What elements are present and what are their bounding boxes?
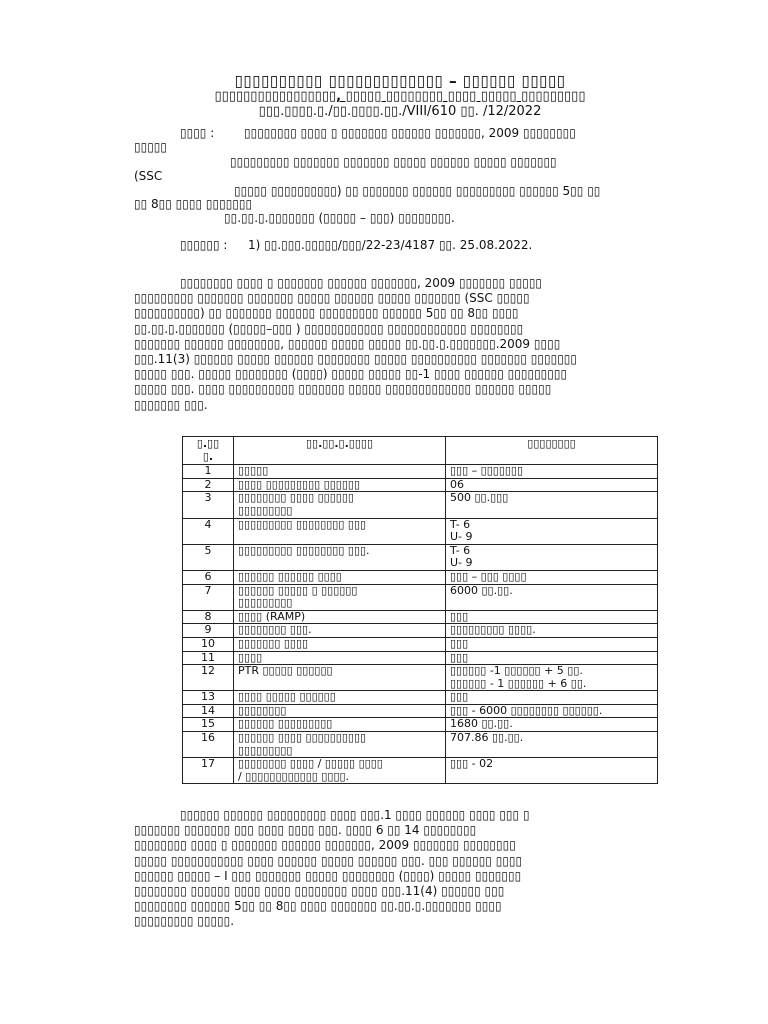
table-cell-details: ▯▯▯▯▯▯ -1 ▯▯▯▯▯▯ + 5 ▯▯. ▯▯▯▯▯▯ - 1 ▯▯▯▯▯▯ + 6 ▯▯. bbox=[446, 665, 658, 691]
paragraph-2-line: ▯▯▯▯▯▯ ▯▯▯▯▯▯ ▯▯▯▯▯▯▯▯▯ ▯▯▯▯ ▯▯▯.1 ▯▯▯▯ ▯▯▯▯▯▯ ▯▯▯▯ ▯▯▯ ▯ bbox=[180, 808, 530, 822]
table-cell-item: ▯▯▯▯ ▯▯▯▯▯▯▯▯▯ ▯▯▯▯▯▯ bbox=[234, 478, 446, 492]
table-cell-serial: 15 bbox=[183, 718, 234, 732]
table-cell-details: ▯▯▯▯▯▯▯▯▯ ▯▯▯▯. bbox=[446, 624, 658, 638]
paragraph-2-line: ▯▯▯▯▯▯▯▯▯ ▯▯▯▯▯. bbox=[134, 914, 235, 929]
table-cell-details: ▯▯▯ - 6000 ▯▯▯▯▯▯▯▯ ▯▯▯▯▯▯. bbox=[446, 704, 658, 718]
table-cell-details: ▯▯▯ – ▯▯▯▯▯▯▯ bbox=[446, 465, 658, 479]
paragraph-1-line: ▯▯▯▯▯ ▯▯▯. ▯▯▯▯▯ ▯▯▯▯▯▯▯▯ (▯▯▯▯) ▯▯▯▯▯ ▯▯▯▯▯ ▯▯-1 ▯▯▯▯ ▯▯▯▯▯▯ ▯▯▯▯▯▯▯▯▯ bbox=[134, 367, 568, 382]
subject-line-1b: ▯▯▯▯▯ bbox=[134, 140, 168, 154]
table-row bbox=[183, 758, 658, 784]
table-cell-item: ▯▯▯▯▯▯▯▯ ▯▯▯▯ / ▯▯▯▯▯ ▯▯▯▯ / ▯▯▯▯▯▯▯▯▯▯▯▯ ▯▯▯▯. bbox=[234, 758, 446, 784]
table-row bbox=[183, 691, 658, 705]
table-cell-item: ▯▯▯▯▯▯▯▯▯ ▯▯▯▯▯▯▯▯ ▯▯▯. bbox=[234, 544, 446, 570]
table-cell-serial: 1 bbox=[183, 465, 234, 479]
table-cell-serial: 17 bbox=[183, 758, 234, 784]
table-cell-details: ▯▯▯ – ▯▯▯ ▯▯▯▯ bbox=[446, 570, 658, 584]
document-title: ▯▯▯▯▯▯▯▯▯▯ ▯▯▯▯▯▯▯▯▯▯▯▯▯ – ▯▯▯▯▯▯ ▯▯▯▯▯ bbox=[234, 72, 566, 90]
table-row bbox=[183, 570, 658, 584]
table-cell-details: T- 6 U- 9 bbox=[446, 518, 658, 544]
paragraph-2-line: ▯▯▯▯▯▯▯▯ ▯▯▯▯ ▯ ▯▯▯▯▯▯▯ ▯▯▯▯▯▯ ▯▯▯▯▯▯▯, 2009 ▯▯▯▯▯▯▯ ▯▯▯▯▯▯▯▯ bbox=[134, 838, 516, 853]
paragraph-1-line: ▯▯.▯▯.▯.▯▯▯▯▯▯▯ (▯▯▯▯▯–▯▯▯ ) ▯▯▯▯▯▯▯▯▯▯▯▯ ▯▯▯▯▯▯▯▯▯▯▯▯ ▯▯▯▯▯▯▯▯ bbox=[134, 321, 524, 336]
table-cell-details: 707.86 ▯▯.▯▯. bbox=[446, 732, 658, 758]
table-cell-serial: 11 bbox=[183, 651, 234, 665]
paragraph-2-line: ▯▯▯▯▯▯▯ ▯▯▯▯▯▯▯ ▯▯▯ ▯▯▯▯ ▯▯▯▯ ▯▯▯. ▯▯▯▯ 6 ▯▯ 14 ▯▯▯▯▯▯▯▯ bbox=[134, 823, 477, 838]
table-cell-details: ▯▯▯ bbox=[446, 651, 658, 665]
table-cell-item: ▯▯▯▯ bbox=[234, 651, 446, 665]
paragraph-1-line: ▯▯▯▯▯ ▯▯▯. ▯▯▯▯ ▯▯▯▯▯▯▯▯▯▯ ▯▯▯▯▯▯▯ ▯▯▯▯▯ ▯▯▯▯▯▯▯▯▯▯▯▯▯ ▯▯▯▯▯▯ ▯▯▯▯▯ bbox=[134, 382, 552, 397]
table-cell-serial: 12 bbox=[183, 665, 234, 691]
table-header-row bbox=[183, 437, 658, 465]
reference-label: ▯▯▯▯▯▯ : bbox=[180, 238, 228, 252]
paragraph-1-line: ▯▯▯▯▯▯▯ ▯▯▯▯▯▯ ▯▯▯▯▯▯▯▯, ▯▯▯▯▯▯ ▯▯▯▯▯ ▯▯▯▯▯ ▯▯.▯▯.▯.▯▯▯▯▯▯▯.2009 ▯▯▯▯ bbox=[134, 336, 561, 351]
table-cell-item: ▯▯▯▯ ▯▯▯▯▯ ▯▯▯▯▯▯ bbox=[234, 691, 446, 705]
table-row bbox=[183, 584, 658, 610]
column-header-item: ▯▯.▯▯.▯.▯▯▯▯ bbox=[234, 437, 446, 465]
reference-number: ▯▯▯.▯▯▯▯.▯./▯▯.▯▯▯▯.▯▯./VIII/610 ▯▯. /12/2022 bbox=[258, 104, 542, 119]
table-cell-serial: 2 bbox=[183, 478, 234, 492]
table-row bbox=[183, 492, 658, 518]
paragraph-2 bbox=[134, 808, 674, 930]
table-cell-details: ▯▯▯ bbox=[446, 691, 658, 705]
table-cell-details: 06 bbox=[446, 478, 658, 492]
table-cell-serial: 7 bbox=[183, 584, 234, 610]
paragraph-1 bbox=[134, 276, 674, 413]
table-cell-item: PTR ▯▯▯▯▯ ▯▯▯▯▯▯ bbox=[234, 665, 446, 691]
reference-text: 1) ▯▯.▯▯▯.▯▯▯▯▯/▯▯▯/22-23/4187 ▯▯. 25.08.2022. bbox=[248, 238, 533, 252]
table-row bbox=[183, 665, 658, 691]
table-cell-details: 1680 ▯▯.▯▯. bbox=[446, 718, 658, 732]
column-header-details: ▯▯▯▯▯▯▯▯ bbox=[446, 437, 658, 465]
paragraph-2-line: ▯▯▯▯▯▯▯▯ ▯▯▯▯▯▯ ▯▯▯▯ ▯▯▯▯ ▯▯▯▯▯▯▯▯ ▯▯▯▯ ▯▯▯.11(4) ▯▯▯▯▯▯ ▯▯▯ bbox=[134, 884, 505, 899]
table-cell-serial: 16 bbox=[183, 732, 234, 758]
table-cell-serial: 9 bbox=[183, 624, 234, 638]
subject-line-2: ▯▯▯▯▯▯▯▯▯ ▯▯▯▯▯▯▯ ▯▯▯▯▯▯▯ ▯▯▯▯▯ ▯▯▯▯▯▯ ▯▯▯▯▯ ▯▯▯▯▯▯▯ bbox=[230, 155, 557, 169]
table-cell-item: ▯▯▯▯▯▯ ▯▯▯▯▯ ▯ ▯▯▯▯▯▯ ▯▯▯▯▯▯▯▯▯ bbox=[234, 584, 446, 610]
table-cell-item: ▯▯▯▯▯▯ ▯▯▯▯ ▯▯▯▯▯▯▯▯▯▯ ▯▯▯▯▯▯▯▯▯ bbox=[234, 732, 446, 758]
table-row bbox=[183, 651, 658, 665]
paragraph-1-line: ▯▯▯▯▯▯▯ ▯▯▯. bbox=[134, 397, 208, 412]
table-cell-item: ▯▯▯▯▯▯▯▯▯ ▯▯▯▯▯▯▯▯ ▯▯▯ bbox=[234, 518, 446, 544]
paragraph-2-line: ▯▯▯▯▯▯▯▯ ▯▯▯▯▯▯ 5▯▯ ▯▯ 8▯▯ ▯▯▯▯ ▯▯▯▯▯▯▯ ▯▯.▯▯.▯.▯▯▯▯▯▯▯ ▯▯▯▯ bbox=[134, 899, 502, 914]
table-cell-serial: 14 bbox=[183, 704, 234, 718]
subject-line-4: ▯▯.▯▯.▯.▯▯▯▯▯▯▯ (▯▯▯▯▯ – ▯▯▯) ▯▯▯▯▯▯▯▯. bbox=[224, 211, 455, 225]
table-row bbox=[183, 732, 658, 758]
table-cell-details: 6000 ▯▯.▯▯. bbox=[446, 584, 658, 610]
table-cell-item: ▯▯▯▯▯▯ ▯▯▯▯▯▯ ▯▯▯▯ bbox=[234, 570, 446, 584]
table-row bbox=[183, 718, 658, 732]
table-row bbox=[183, 637, 658, 651]
table-cell-details: ▯▯▯ bbox=[446, 610, 658, 624]
table-cell-item: ▯▯▯▯ (RAMP) bbox=[234, 610, 446, 624]
table-cell-item: ▯▯▯▯▯▯▯▯ ▯▯▯▯ ▯▯▯▯▯▯ ▯▯▯▯▯▯▯▯▯ bbox=[234, 492, 446, 518]
table-cell-details: ▯▯▯ - 02 bbox=[446, 758, 658, 784]
office-name: ▯▯▯▯▯▯▯▯▯▯▯▯▯▯▯▯▯, ▯▯▯▯▯ ▯▯▯▯▯▯▯▯ ▯▯▯▯ ▯▯▯▯▯ ▯▯▯▯▯▯▯▯▯ bbox=[214, 89, 586, 104]
table-cell-item: ▯▯▯▯▯▯▯▯ bbox=[234, 704, 446, 718]
table-cell-details: 500 ▯▯.▯▯▯ bbox=[446, 492, 658, 518]
paragraph-2-line: ▯▯▯▯▯▯ ▯▯▯▯▯ – I ▯▯▯ ▯▯▯▯▯▯▯ ▯▯▯▯▯ ▯▯▯▯▯▯▯▯ (▯▯▯▯) ▯▯▯▯▯ ▯▯▯▯▯▯▯ bbox=[134, 868, 522, 883]
subject-line-3: ▯▯▯▯▯ ▯▯▯▯▯▯▯▯▯▯) ▯▯ ▯▯▯▯▯▯▯ ▯▯▯▯▯▯ ▯▯▯▯▯▯▯▯▯ ▯▯▯▯▯▯ 5▯▯ ▯▯ bbox=[234, 184, 601, 198]
paragraph-1-line: ▯▯▯▯▯▯▯▯ ▯▯▯▯ ▯ ▯▯▯▯▯▯▯ ▯▯▯▯▯▯ ▯▯▯▯▯▯▯, 2009 ▯▯▯▯▯▯▯ ▯▯▯▯▯ bbox=[180, 276, 543, 290]
table-cell-serial: 5 bbox=[183, 544, 234, 570]
table-cell-item: ▯▯▯▯▯▯▯▯ ▯▯▯. bbox=[234, 624, 446, 638]
table-row bbox=[183, 544, 658, 570]
paragraph-2-line: ▯▯▯▯▯ ▯▯▯▯▯▯▯▯▯▯▯ ▯▯▯▯ ▯▯▯▯▯▯ ▯▯▯▯▯ ▯▯▯▯▯▯ ▯▯▯. ▯▯▯ ▯▯▯▯▯▯ ▯▯▯▯ bbox=[134, 853, 523, 868]
table-row bbox=[183, 610, 658, 624]
paragraph-1-line: ▯▯▯▯▯▯▯▯▯▯) ▯▯ ▯▯▯▯▯▯▯ ▯▯▯▯▯▯ ▯▯▯▯▯▯▯▯▯ ▯▯▯▯▯▯ 5▯▯ ▯▯ 8▯▯ ▯▯▯▯ bbox=[134, 306, 519, 321]
paragraph-1-line: ▯▯▯.11(3) ▯▯▯▯▯▯ ▯▯▯▯▯ ▯▯▯▯▯▯ ▯▯▯▯▯▯▯▯ ▯▯▯▯▯ ▯▯▯▯▯▯▯▯▯▯ ▯▯▯▯▯▯▯ ▯▯▯▯▯▯▯ bbox=[134, 352, 577, 367]
table-row bbox=[183, 465, 658, 479]
table-cell-serial: 13 bbox=[183, 691, 234, 705]
table-row bbox=[183, 704, 658, 718]
subject-label: ▯▯▯▯ : bbox=[180, 126, 215, 140]
table-body bbox=[183, 465, 658, 784]
table-cell-item: ▯▯▯▯▯ bbox=[234, 465, 446, 479]
table-cell-serial: 8 bbox=[183, 610, 234, 624]
table-cell-details: ▯▯▯ bbox=[446, 637, 658, 651]
subject-line-3b: ▯▯ 8▯▯ ▯▯▯▯ ▯▯▯▯▯▯▯ bbox=[134, 197, 253, 211]
paragraph-1-line: ▯▯▯▯▯▯▯▯▯ ▯▯▯▯▯▯▯ ▯▯▯▯▯▯▯ ▯▯▯▯▯ ▯▯▯▯▯▯ ▯▯▯▯▯ ▯▯▯▯▯▯▯ (SSC ▯▯▯▯▯ bbox=[134, 291, 530, 306]
table-cell-serial: 10 bbox=[183, 637, 234, 651]
subject-line-2b: (SSC bbox=[134, 169, 163, 183]
table-cell-item: ▯▯▯▯▯▯▯ ▯▯▯▯ bbox=[234, 637, 446, 651]
subject-line-1: ▯▯▯▯▯▯▯▯ ▯▯▯▯ ▯ ▯▯▯▯▯▯▯ ▯▯▯▯▯▯ ▯▯▯▯▯▯▯, 2009 ▯▯▯▯▯▯▯▯ bbox=[244, 126, 576, 140]
column-header-serial: ▯.▯▯ ▯. bbox=[183, 437, 234, 465]
school-details-table bbox=[182, 436, 658, 784]
table-cell-serial: 4 bbox=[183, 518, 234, 544]
table-cell-serial: 6 bbox=[183, 570, 234, 584]
table-row bbox=[183, 478, 658, 492]
table-row bbox=[183, 518, 658, 544]
table-row bbox=[183, 624, 658, 638]
table-cell-serial: 3 bbox=[183, 492, 234, 518]
table-cell-details: T- 6 U- 9 bbox=[446, 544, 658, 570]
table-cell-item: ▯▯▯▯▯▯ ▯▯▯▯▯▯▯▯▯ bbox=[234, 718, 446, 732]
